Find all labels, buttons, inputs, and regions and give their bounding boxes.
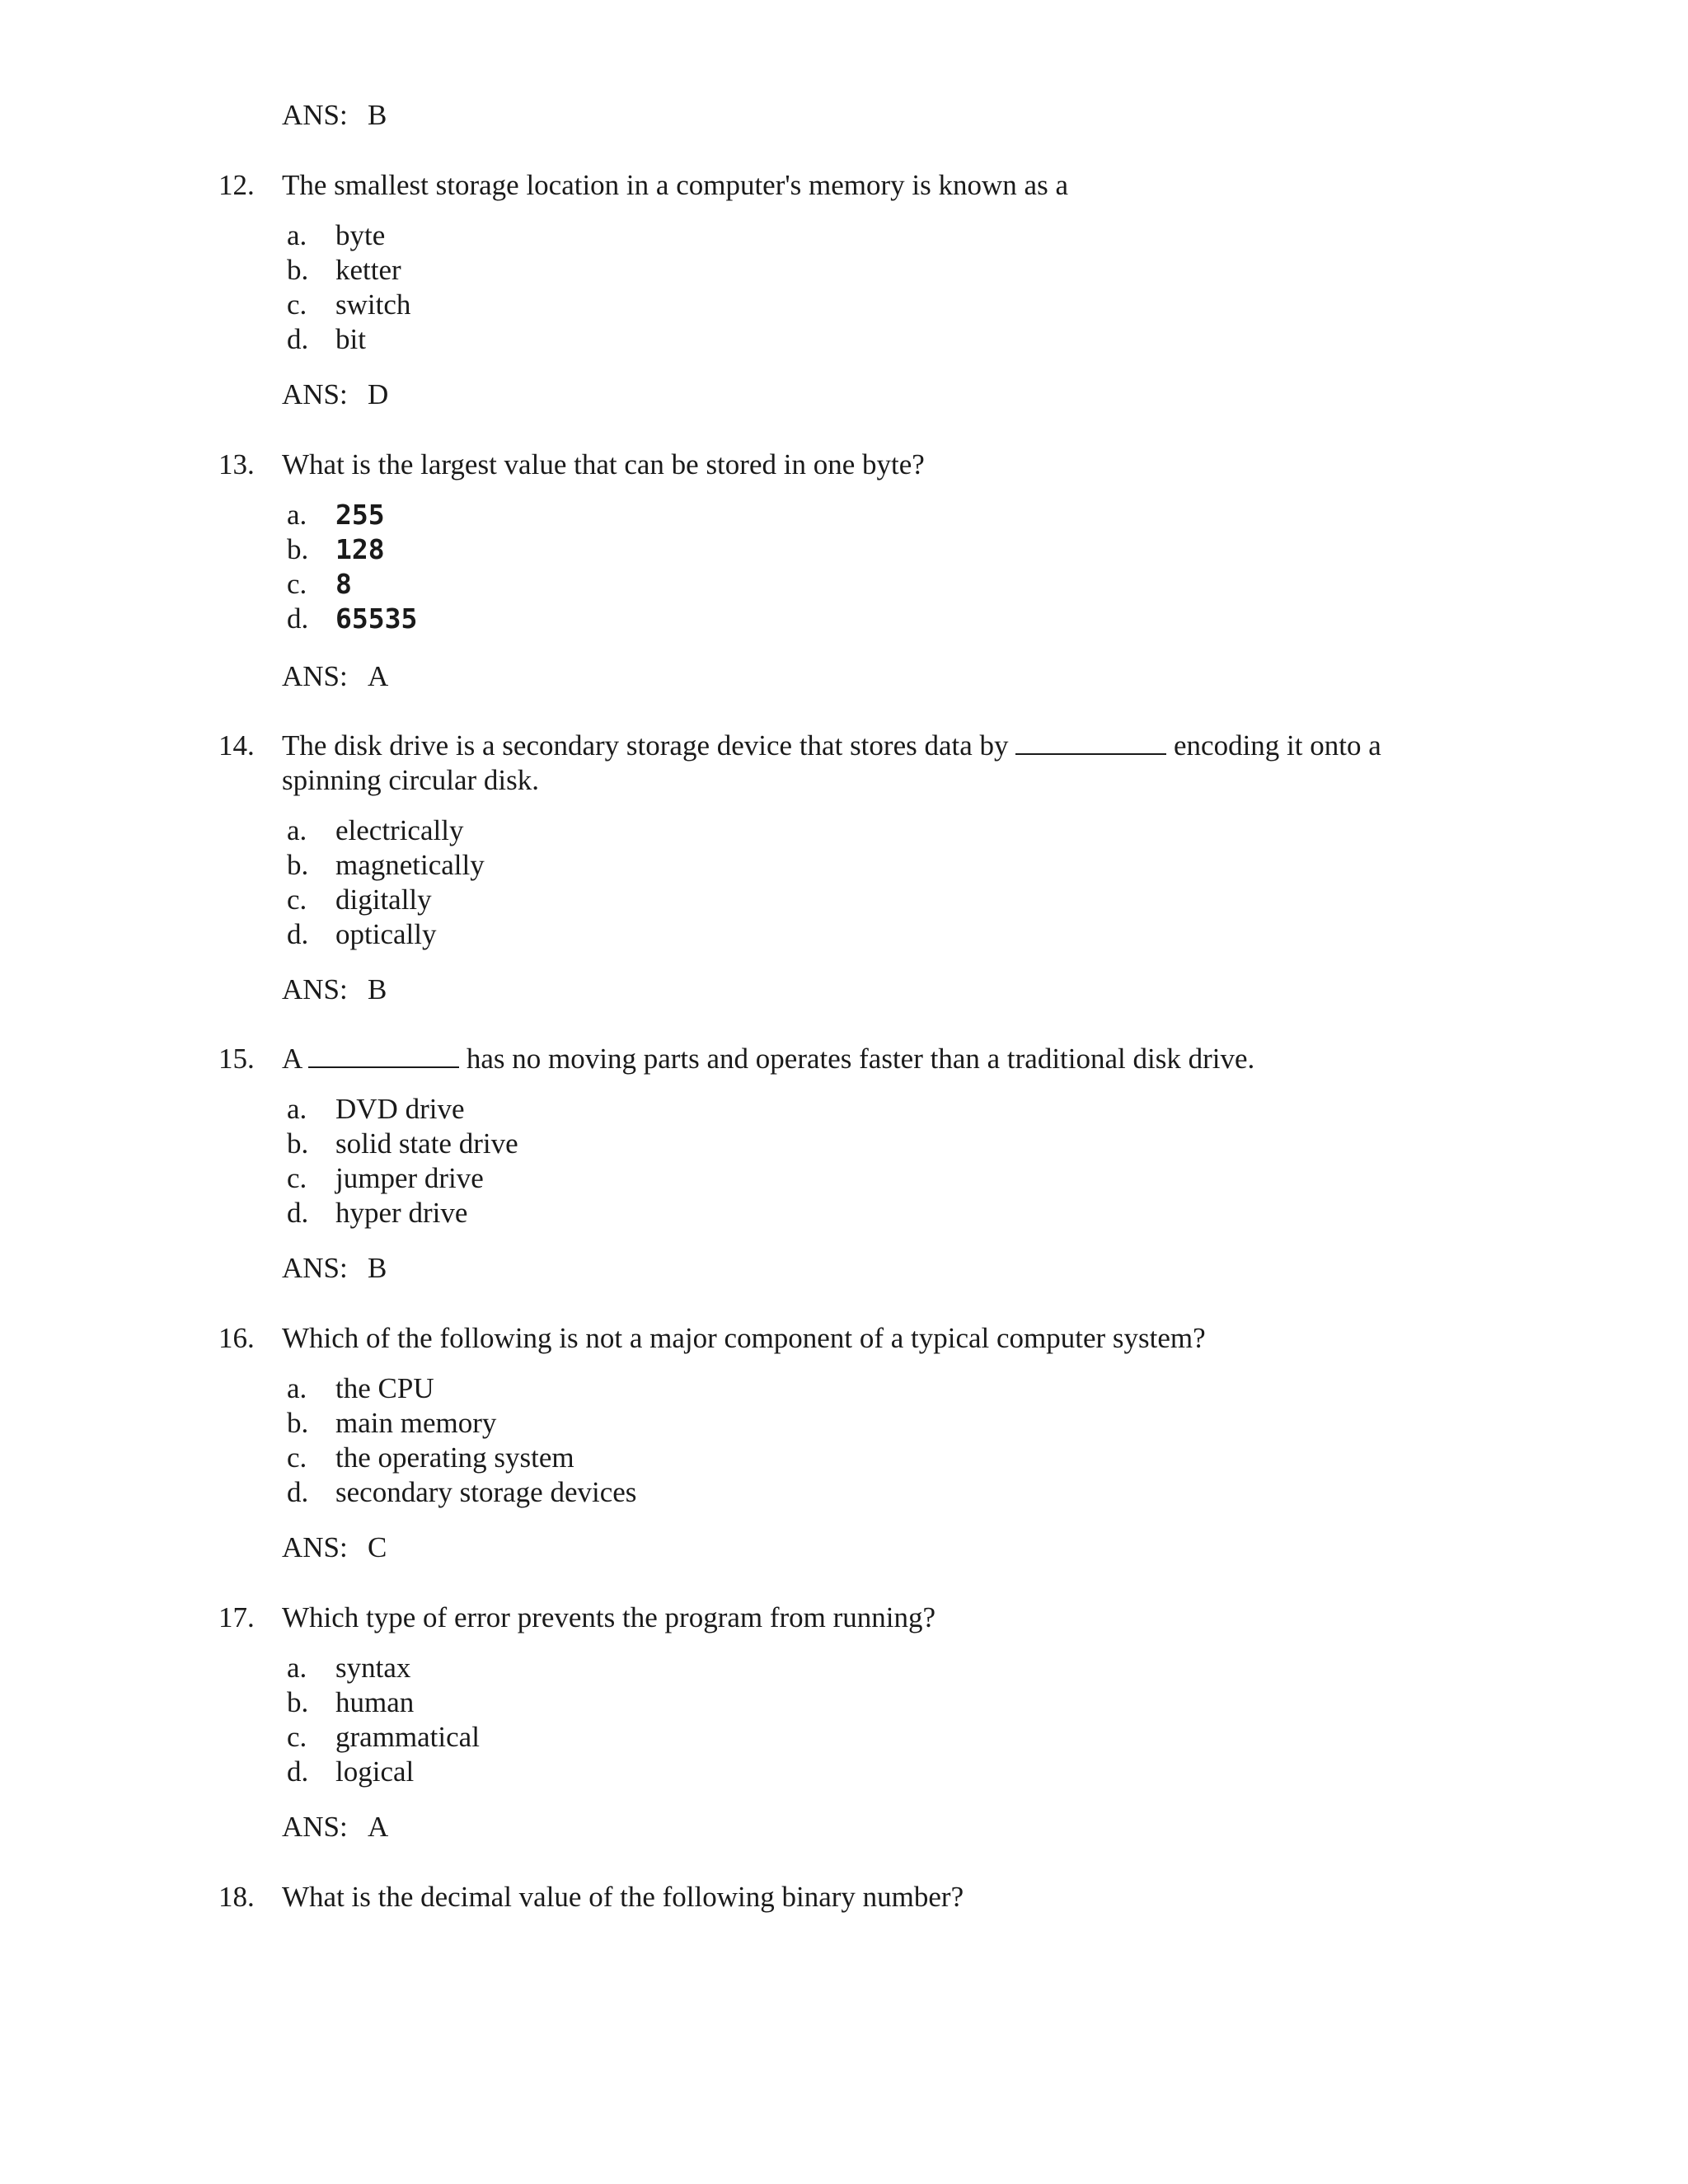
option-text: ketter: [335, 254, 401, 286]
question-text-before-blank: The disk drive is a secondary storage device that stores data by: [282, 729, 1009, 762]
question-number: 18.: [218, 1881, 255, 1913]
question-number: 13.: [218, 448, 255, 480]
answer-label: ANS:: [282, 1811, 348, 1843]
option-text: 65535: [335, 602, 418, 635]
option-letter: b.: [287, 849, 309, 881]
option-letter: c.: [287, 1162, 307, 1194]
question-text: [282, 1042, 1254, 1076]
option-letter: b.: [287, 254, 309, 286]
option-letter: d.: [287, 1755, 309, 1788]
option-letter: a.: [287, 1093, 307, 1125]
question-text-before-blank: A: [282, 1043, 302, 1075]
option-text: 255: [335, 499, 385, 531]
answer-value: A: [368, 660, 389, 692]
option-text: digitally: [335, 883, 432, 916]
option-letter: c.: [287, 288, 307, 321]
question-text-after-blank: encoding it onto a: [1174, 729, 1381, 762]
option-text: the operating system: [335, 1441, 574, 1474]
answer-label: ANS:: [282, 99, 348, 131]
answer-value: D: [368, 378, 389, 410]
answer-label: ANS:: [282, 1252, 348, 1284]
option-letter: d.: [287, 1476, 309, 1508]
option-text: magnetically: [335, 849, 485, 881]
option-letter: a.: [287, 814, 307, 846]
option-letter: a.: [287, 219, 307, 251]
option-text: grammatical: [335, 1721, 480, 1753]
option-text: 8: [335, 568, 352, 600]
option-text: switch: [335, 288, 411, 321]
option-text: secondary storage devices: [335, 1476, 637, 1508]
option-text: main memory: [335, 1407, 497, 1439]
answer-value: B: [368, 973, 387, 1005]
option-text: bit: [335, 323, 366, 355]
option-letter: d.: [287, 918, 309, 950]
option-letter: c.: [287, 883, 307, 916]
question-text: What is the largest value that can be stored in one byte?: [282, 448, 925, 480]
question-number: 16.: [218, 1322, 255, 1354]
option-letter: c.: [287, 568, 307, 600]
option-text: DVD drive: [335, 1093, 465, 1125]
answer-label: ANS:: [282, 378, 348, 410]
option-text: jumper drive: [335, 1162, 484, 1194]
option-letter: d.: [287, 323, 309, 355]
question-text: Which of the following is not a major component of a typical computer system?: [282, 1322, 1206, 1354]
option-letter: b.: [287, 533, 309, 565]
option-text: the CPU: [335, 1372, 434, 1404]
answer-label: ANS:: [282, 973, 348, 1005]
fill-in-blank: [308, 1042, 459, 1068]
option-text: electrically: [335, 814, 464, 846]
answer-value: C: [368, 1531, 387, 1563]
fill-in-blank: [1015, 729, 1166, 755]
question-text: What is the decimal value of the following binary number?: [282, 1881, 964, 1913]
option-letter: c.: [287, 1441, 307, 1474]
question-number: 14.: [218, 729, 255, 762]
question-text: Which type of error prevents the program from running?: [282, 1601, 936, 1633]
question-number: 17.: [218, 1601, 255, 1633]
option-letter: a.: [287, 1652, 307, 1684]
option-letter: d.: [287, 1197, 309, 1229]
question-text-after-blank: has no moving parts and operates faster than a traditional disk drive.: [466, 1043, 1255, 1075]
answer-label: ANS:: [282, 1531, 348, 1563]
option-text: optically: [335, 918, 437, 950]
answer-value: B: [368, 1252, 387, 1284]
option-text: syntax: [335, 1652, 411, 1684]
question-number: 12.: [218, 169, 255, 201]
option-text: 128: [335, 533, 385, 565]
option-letter: a.: [287, 1372, 307, 1404]
option-text: byte: [335, 219, 386, 251]
option-letter: b.: [287, 1407, 309, 1439]
option-letter: b.: [287, 1127, 309, 1160]
option-letter: c.: [287, 1721, 307, 1753]
question-number: 15.: [218, 1043, 255, 1075]
option-text: logical: [335, 1755, 415, 1788]
answer-label: ANS:: [282, 660, 348, 692]
option-letter: d.: [287, 602, 309, 635]
option-letter: a.: [287, 499, 307, 531]
question-text: [282, 729, 1381, 763]
option-letter: b.: [287, 1686, 309, 1718]
answer-value: B: [368, 99, 387, 131]
question-text-continued: spinning circular disk.: [282, 764, 540, 796]
question-text: The smallest storage location in a computer's memory is known as a: [282, 169, 1068, 201]
option-text: hyper drive: [335, 1197, 468, 1229]
answer-value: A: [368, 1811, 389, 1843]
option-text: solid state drive: [335, 1127, 518, 1160]
option-text: human: [335, 1686, 415, 1718]
